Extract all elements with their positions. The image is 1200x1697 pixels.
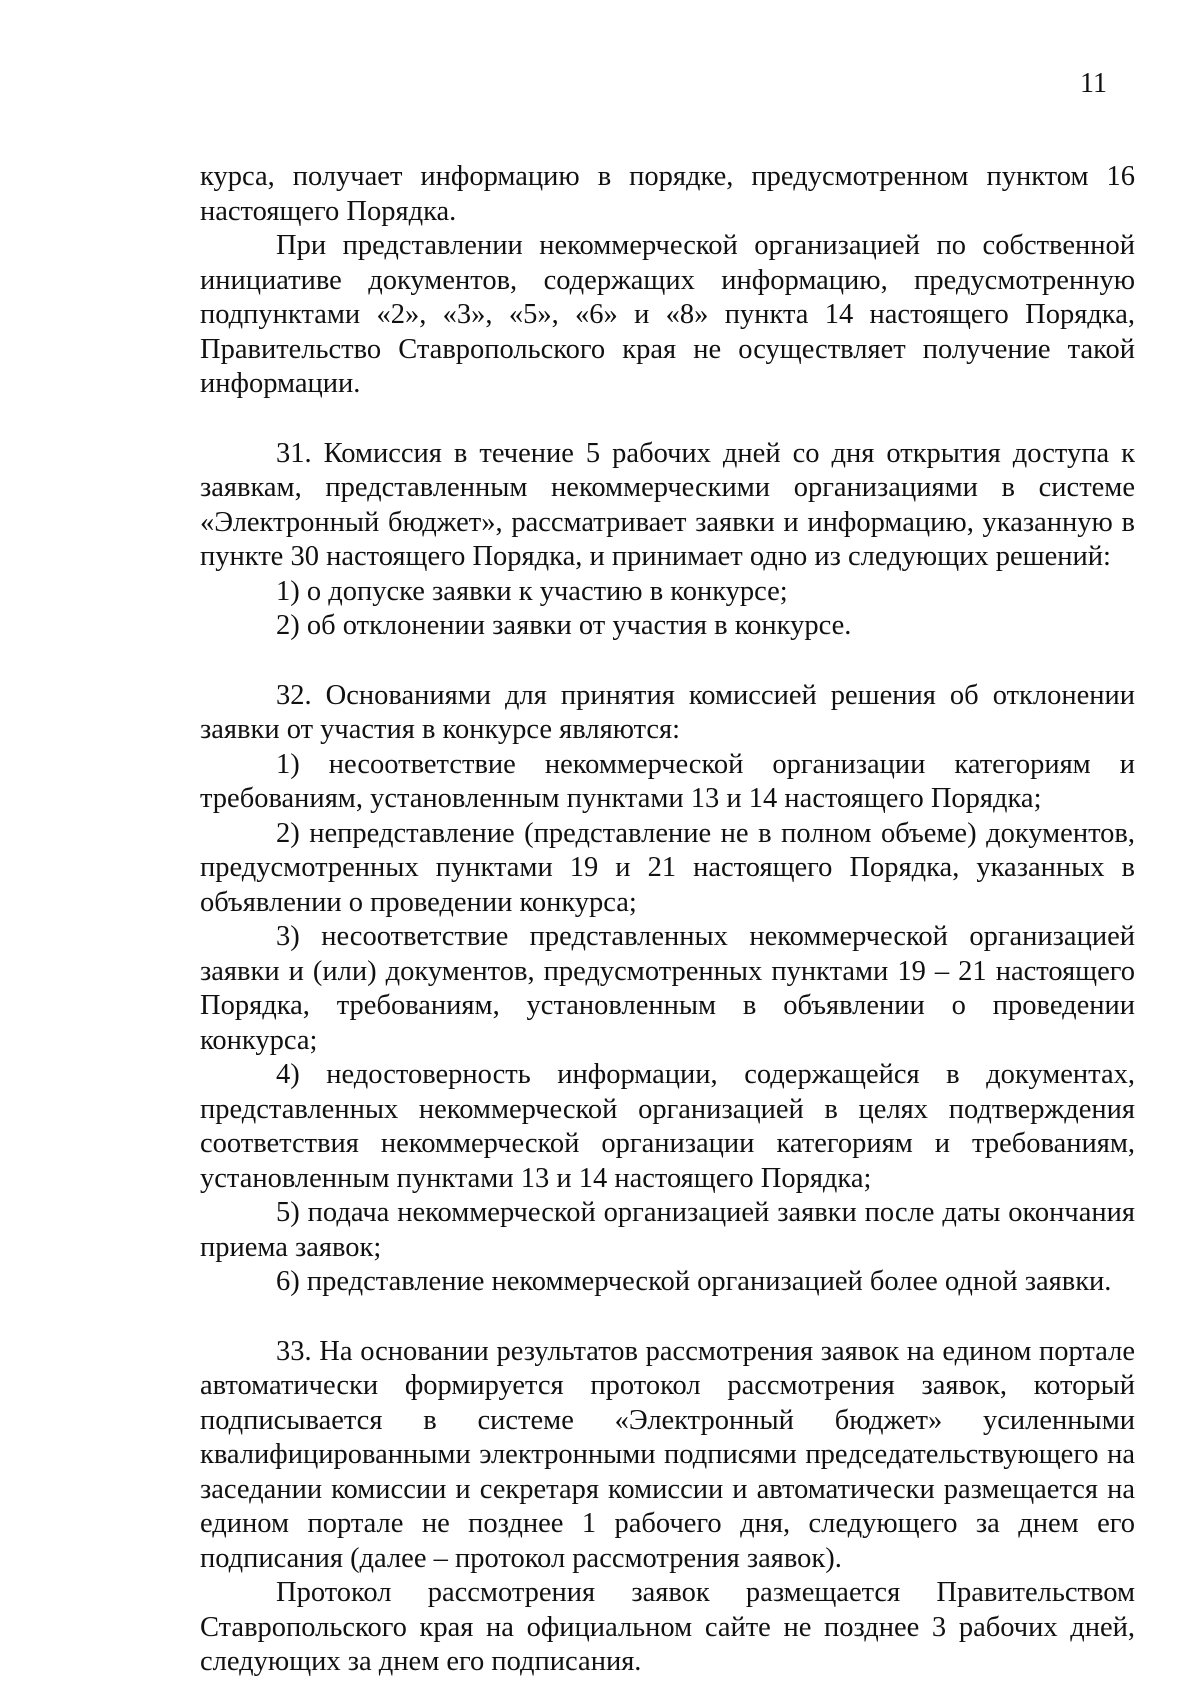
section-gap [200,402,1135,437]
document-body [200,160,1135,1680]
clause-33-protocol-publication: Протокол рассмотрения заявок размещается Правительством Ставропольского края на официальном сайте не позднее 3 рабочих дней, следующих за днем его подписания. [200,1577,1135,1677]
clause-32-item-5: 5) подача некоммерческой организацией заявки после даты окончания приема заявок; [200,1197,1135,1263]
paragraph-own-initiative: При представлении некоммерческой организацией по собственной инициативе документов, содержащих информацию, предусмотренную подпунктами «2», «3», «5», «6» и «8» пункта 14 настоящего Порядка, Правительство Ставропольского края не осуществляет получение такой информации. [200,230,1135,399]
section-gap [200,644,1135,679]
clause-33: 33. На основании результатов рассмотрения заявок на едином портале автоматически формируется протокол рассмотрения заявок, который подписывается в системе «Электронный бюджет» усиленными квалифицированными электронными подписями председательствующего на заседании комиссии и секретаря комиссии и автоматически размещается на едином портале не позднее 1 рабочего дня, следующего за днем его подписания (далее – протокол рассмотрения заявок). [200,1335,1135,1574]
paragraph-continuation: курса, получает информацию в порядке, предусмотренном пунктом 16 настоящего Порядка. [200,161,1135,227]
clause-31: 31. Комиссия в течение 5 рабочих дней со дня открытия доступа к заявкам, представленным некоммерческими организациями в системе «Электронный бюджет», рассматривает заявки и информацию, указанную в пункте 30 настоящего Порядка, и принимает одно из следующих решений: [200,437,1135,572]
clause-32-item-6: 6) представление некоммерческой организацией более одной заявки. [276,1266,1112,1297]
page-number: 11 [1080,68,1107,99]
clause-32: 32. Основаниями для принятия комиссией решения об отклонении заявки от участия в конкурсе являются: [200,679,1135,745]
section-gap [200,1300,1135,1335]
clause-32-item-1: 1) несоответствие некоммерческой организации категориям и требованиям, установленным пунктами 13 и 14 настоящего Порядка; [200,748,1135,814]
clause-31-item-1: 1) о допуске заявки к участию в конкурсе; [276,575,788,607]
clause-32-item-4: 4) недостоверность информации, содержащейся в документах, представленных некоммерческой организацией в целях подтверждения соответствия некоммерческой организации категориям и требованиям, установленным пунктами 13 и 14 настоящего Порядка; [200,1059,1135,1194]
clause-31-item-2: 2) об отклонении заявки от участия в конкурсе. [276,610,852,641]
clause-32-item-3: 3) несоответствие представленных некоммерческой организацией заявки и (или) документов, предусмотренных пунктами 19 – 21 настоящего Порядка, требованиям, установленным в объявлении о проведении конкурса; [200,921,1135,1056]
clause-32-item-2: 2) непредставление (представление не в полном объеме) документов, предусмотренных пунктами 19 и 21 настоящего Порядка, указанных в объявлении о проведении конкурса; [200,817,1135,918]
